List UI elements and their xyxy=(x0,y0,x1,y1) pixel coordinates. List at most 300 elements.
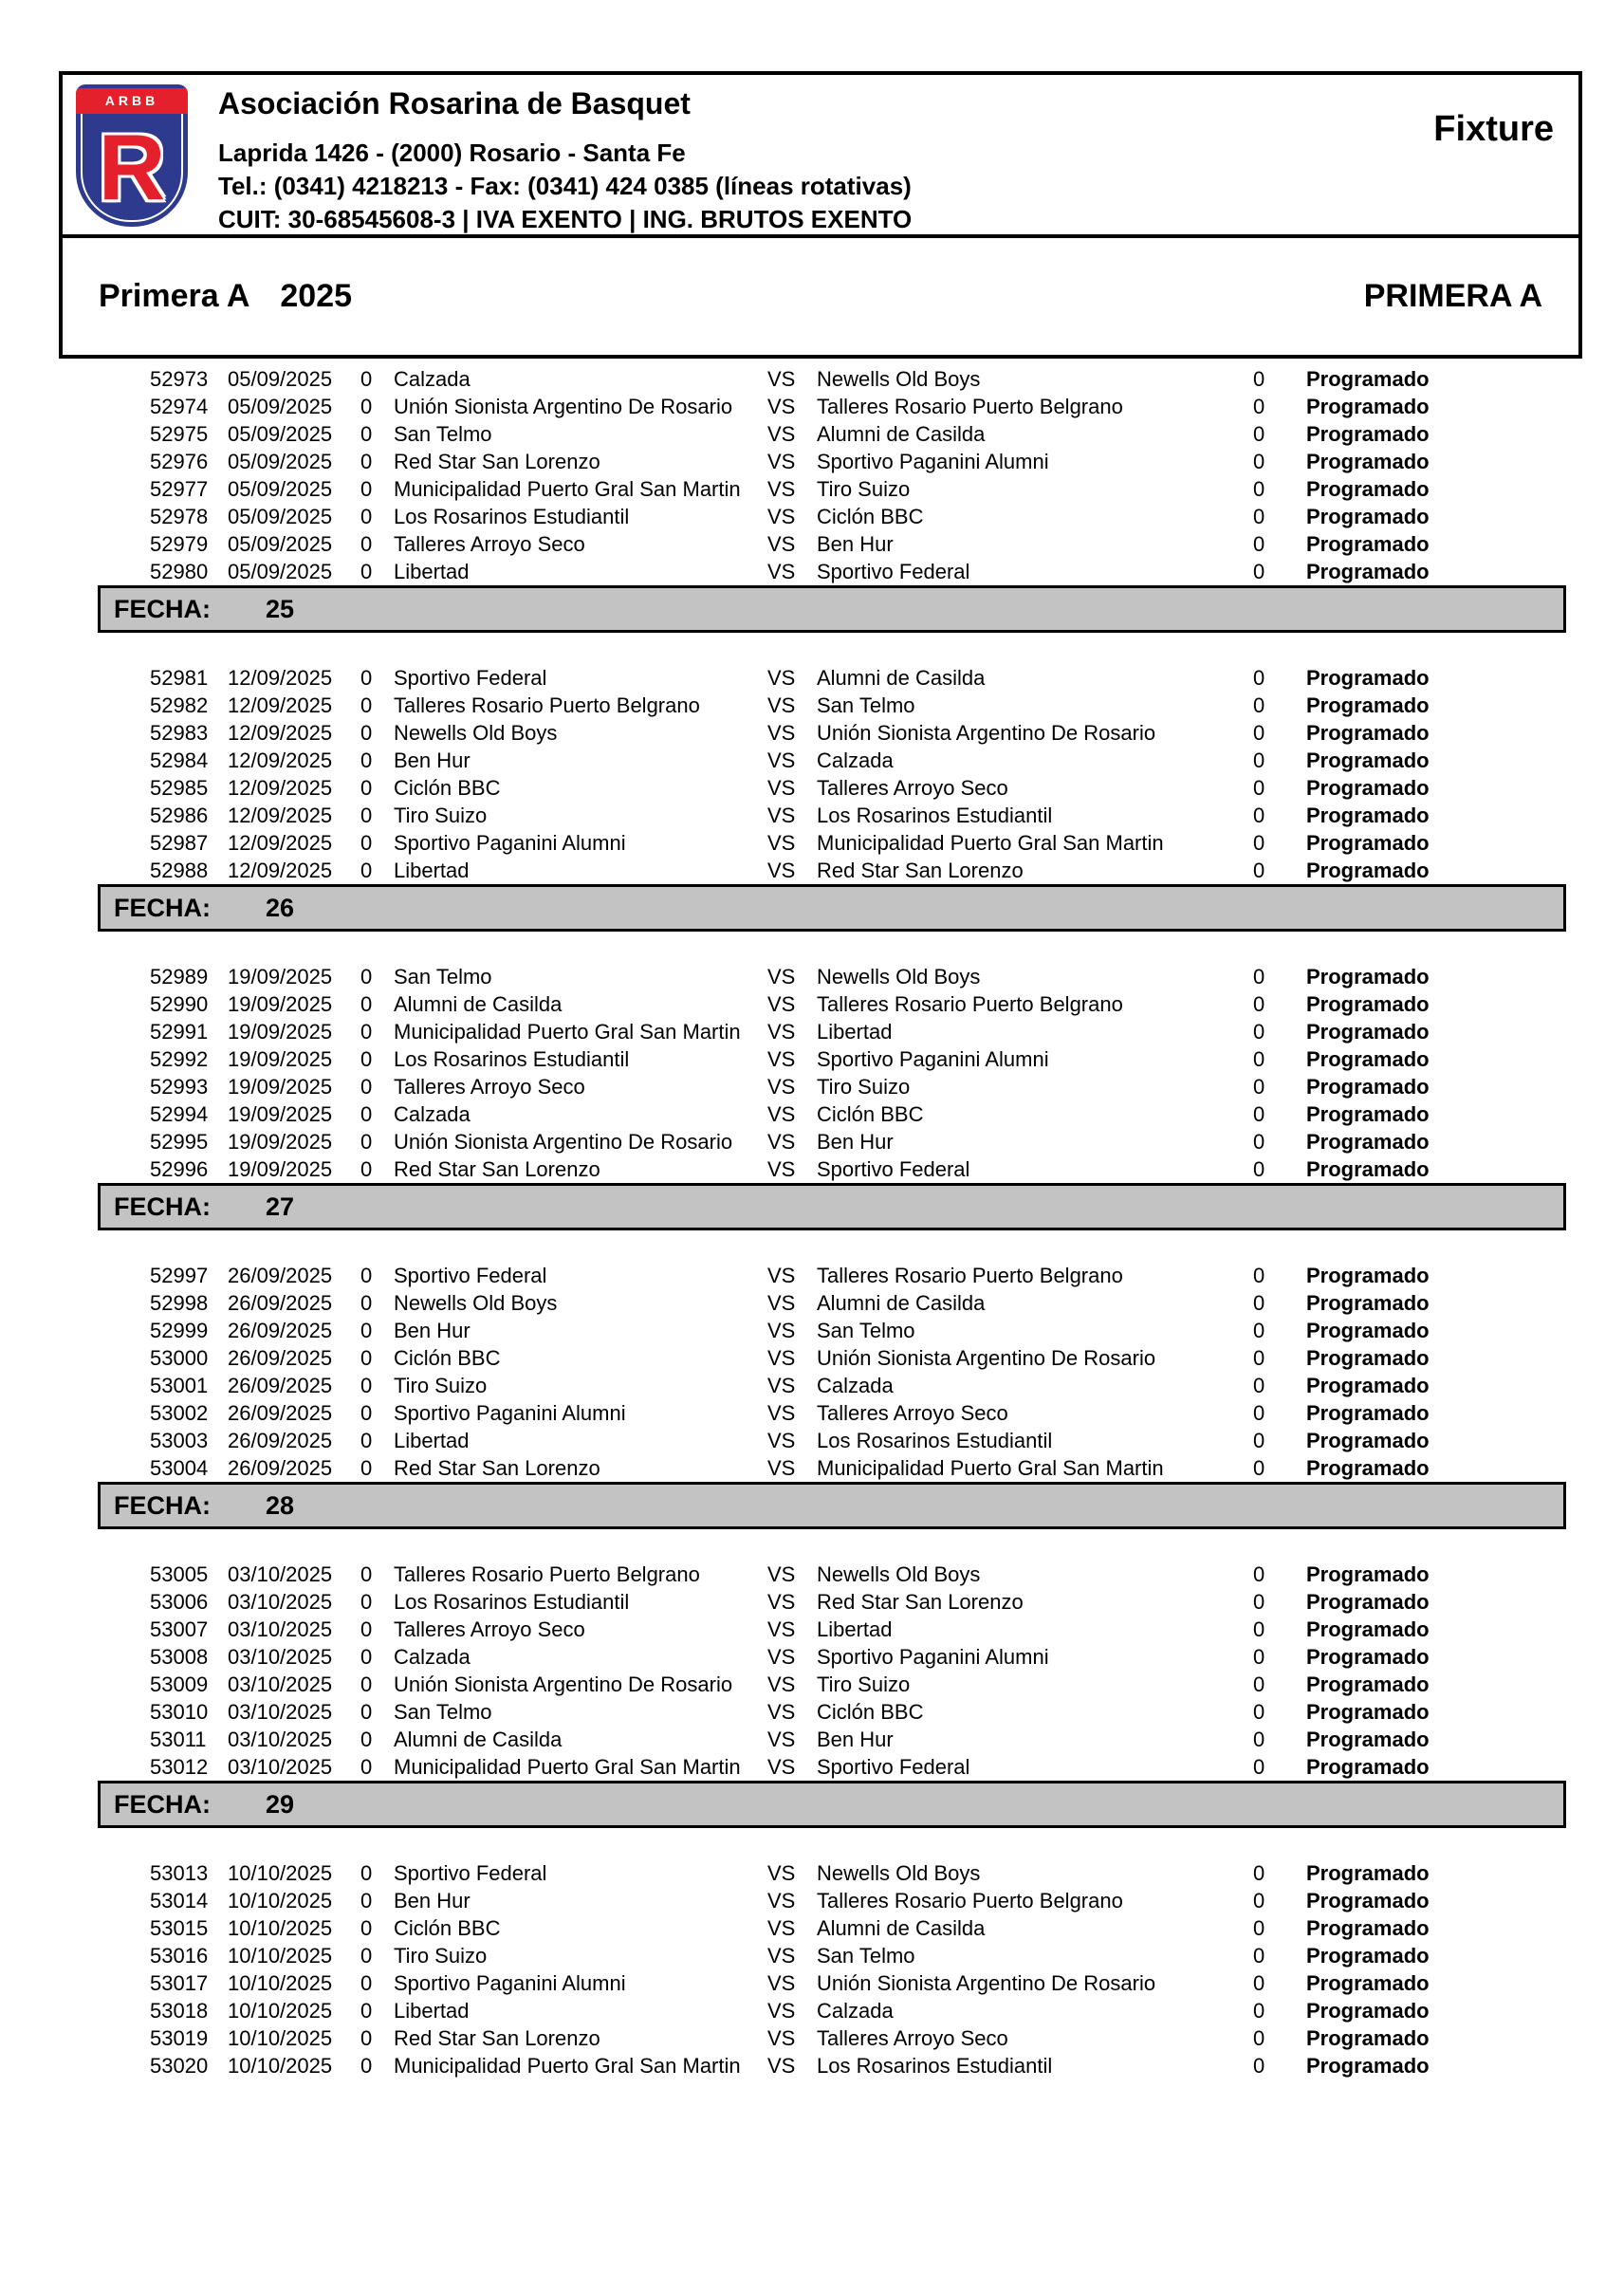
match-status: Programado xyxy=(1306,776,1430,800)
away-score: 0 xyxy=(1253,1700,1265,1724)
home-score: 0 xyxy=(360,1456,373,1480)
away-score: 0 xyxy=(1253,804,1265,827)
match-id: 53018 xyxy=(150,1999,209,2023)
away-score: 0 xyxy=(1253,1971,1265,1995)
match-row xyxy=(59,1045,1567,1073)
match-status: Programado xyxy=(1306,1944,1430,1968)
match-row xyxy=(59,857,1567,884)
match-id: 53003 xyxy=(150,1429,209,1452)
home-score: 0 xyxy=(360,1401,373,1425)
vs-label: VS xyxy=(767,721,796,745)
vs-label: VS xyxy=(767,1755,796,1779)
association-info xyxy=(218,86,912,236)
fecha-band xyxy=(98,1482,1566,1529)
match-status: Programado xyxy=(1306,666,1430,690)
match-row xyxy=(59,503,1567,530)
vs-label: VS xyxy=(767,477,796,501)
match-status: Programado xyxy=(1306,1374,1430,1397)
away-team-name: Red Star San Lorenzo xyxy=(817,1590,1024,1614)
away-team-name: Newells Old Boys xyxy=(817,1562,981,1586)
match-id: 52996 xyxy=(150,1157,209,1181)
fecha-label: FECHA: xyxy=(114,893,211,922)
match-date: 03/10/2025 xyxy=(228,1617,333,1641)
home-score: 0 xyxy=(360,1755,373,1779)
match-date: 26/09/2025 xyxy=(228,1429,333,1452)
home-team-name: Talleres Rosario Puerto Belgrano xyxy=(394,693,700,717)
away-team-name: Calzada xyxy=(817,1374,894,1397)
match-row xyxy=(59,1997,1567,2024)
fecha-number: 28 xyxy=(266,1490,295,1520)
vs-label: VS xyxy=(767,2054,796,2078)
match-row xyxy=(59,393,1567,420)
home-team-name: Libertad xyxy=(394,1999,470,2023)
vs-label: VS xyxy=(767,992,796,1016)
match-id: 52997 xyxy=(150,1264,209,1287)
home-score: 0 xyxy=(360,693,373,717)
document-header-box xyxy=(59,71,1582,359)
home-team-name: Tiro Suizo xyxy=(394,804,488,827)
fecha-rows-block xyxy=(59,664,1567,884)
away-score: 0 xyxy=(1253,859,1265,882)
away-team-name: Sportivo Paganini Alumni xyxy=(817,1645,1049,1669)
vs-label: VS xyxy=(767,965,796,989)
vs-label: VS xyxy=(767,1916,796,1940)
fecha-number: 27 xyxy=(266,1192,295,1221)
match-date: 26/09/2025 xyxy=(228,1401,333,1425)
match-status: Programado xyxy=(1306,395,1430,418)
match-date: 26/09/2025 xyxy=(228,1346,333,1370)
home-team-name: San Telmo xyxy=(394,1700,492,1724)
fecha-rows-block xyxy=(59,1262,1567,1482)
fecha-label: FECHA: xyxy=(114,1789,211,1819)
away-team-name: Ben Hur xyxy=(817,1728,894,1751)
match-row xyxy=(59,1344,1567,1372)
fecha-rows-block xyxy=(59,365,1567,585)
away-score: 0 xyxy=(1253,1889,1265,1913)
match-id: 52976 xyxy=(150,450,209,473)
home-team-name: Talleres Arroyo Seco xyxy=(394,532,585,556)
match-status: Programado xyxy=(1306,1157,1430,1181)
home-score: 0 xyxy=(360,1999,373,2023)
vs-label: VS xyxy=(767,560,796,583)
away-team-name: Newells Old Boys xyxy=(817,965,981,989)
fecha-rows-block xyxy=(59,963,1567,1183)
away-team-name: Libertad xyxy=(817,1020,893,1044)
home-score: 0 xyxy=(360,831,373,855)
vs-label: VS xyxy=(767,1291,796,1315)
match-status: Programado xyxy=(1306,1456,1430,1480)
vs-label: VS xyxy=(767,1374,796,1397)
match-id: 52991 xyxy=(150,1020,209,1044)
away-team-name: Alumni de Casilda xyxy=(817,1916,986,1940)
match-date: 05/09/2025 xyxy=(228,477,333,501)
match-date: 12/09/2025 xyxy=(228,776,333,800)
match-row xyxy=(59,1454,1567,1482)
match-status: Programado xyxy=(1306,1047,1430,1071)
away-score: 0 xyxy=(1253,2026,1265,2050)
vs-label: VS xyxy=(767,776,796,800)
home-team-name: Ben Hur xyxy=(394,1319,471,1342)
home-team-name: Alumni de Casilda xyxy=(394,992,563,1016)
fecha-label: FECHA: xyxy=(114,1490,211,1520)
match-date: 10/10/2025 xyxy=(228,1916,333,1940)
vs-label: VS xyxy=(767,1264,796,1287)
match-date: 12/09/2025 xyxy=(228,666,333,690)
match-status: Programado xyxy=(1306,505,1430,528)
away-score: 0 xyxy=(1253,1130,1265,1154)
away-team-name: Los Rosarinos Estudiantil xyxy=(817,1429,1053,1452)
match-date: 26/09/2025 xyxy=(228,1264,333,1287)
home-team-name: San Telmo xyxy=(394,965,492,989)
home-team-name: Alumni de Casilda xyxy=(394,1728,563,1751)
away-score: 0 xyxy=(1253,776,1265,800)
home-score: 0 xyxy=(360,1130,373,1154)
away-score: 0 xyxy=(1253,1645,1265,1669)
away-team-name: Red Star San Lorenzo xyxy=(817,859,1024,882)
match-date: 05/09/2025 xyxy=(228,505,333,528)
match-id: 53011 xyxy=(150,1728,207,1751)
match-row xyxy=(59,1073,1567,1100)
home-score: 0 xyxy=(360,859,373,882)
fecha-number: 29 xyxy=(266,1789,295,1819)
match-date: 19/09/2025 xyxy=(228,1130,333,1154)
match-status: Programado xyxy=(1306,2054,1430,2078)
home-team-name: Red Star San Lorenzo xyxy=(394,1157,600,1181)
match-date: 05/09/2025 xyxy=(228,367,333,391)
away-team-name: Sportivo Federal xyxy=(817,560,970,583)
away-team-name: Tiro Suizo xyxy=(817,1075,911,1099)
match-id: 52977 xyxy=(150,477,209,501)
vs-label: VS xyxy=(767,1429,796,1452)
vs-label: VS xyxy=(767,1456,796,1480)
home-score: 0 xyxy=(360,1700,373,1724)
home-team-name: Sportivo Paganini Alumni xyxy=(394,831,626,855)
home-team-name: Red Star San Lorenzo xyxy=(394,450,600,473)
match-date: 19/09/2025 xyxy=(228,965,333,989)
home-score: 0 xyxy=(360,721,373,745)
away-team-name: Alumni de Casilda xyxy=(817,1291,986,1315)
home-score: 0 xyxy=(360,1102,373,1126)
vs-label: VS xyxy=(767,1999,796,2023)
match-row xyxy=(59,558,1567,585)
vs-label: VS xyxy=(767,1728,796,1751)
away-team-name: Tiro Suizo xyxy=(817,477,911,501)
match-row xyxy=(59,365,1567,393)
match-row xyxy=(59,1372,1567,1399)
match-status: Programado xyxy=(1306,859,1430,882)
away-team-name: Sportivo Federal xyxy=(817,1157,970,1181)
away-team-name: Unión Sionista Argentino De Rosario xyxy=(817,721,1156,745)
vs-label: VS xyxy=(767,1700,796,1724)
fecha-rows-block xyxy=(59,1561,1567,1781)
match-id: 52974 xyxy=(150,395,209,418)
away-score: 0 xyxy=(1253,1944,1265,1968)
match-row xyxy=(59,1262,1567,1289)
match-id: 53002 xyxy=(150,1401,209,1425)
away-team-name: Sportivo Paganini Alumni xyxy=(817,1047,1049,1071)
match-status: Programado xyxy=(1306,2026,1430,2050)
match-date: 26/09/2025 xyxy=(228,1456,333,1480)
away-team-name: San Telmo xyxy=(817,1319,915,1342)
away-score: 0 xyxy=(1253,1617,1265,1641)
away-team-name: Newells Old Boys xyxy=(817,367,981,391)
home-score: 0 xyxy=(360,1319,373,1342)
match-id: 52984 xyxy=(150,748,209,772)
match-status: Programado xyxy=(1306,422,1430,446)
match-date: 10/10/2025 xyxy=(228,1889,333,1913)
match-status: Programado xyxy=(1306,1291,1430,1315)
match-date: 05/09/2025 xyxy=(228,532,333,556)
vs-label: VS xyxy=(767,831,796,855)
match-date: 10/10/2025 xyxy=(228,1944,333,1968)
away-team-name: Calzada xyxy=(817,1999,894,2023)
vs-label: VS xyxy=(767,1562,796,1586)
home-team-name: Municipalidad Puerto Gral San Martin xyxy=(394,2054,741,2078)
vs-label: VS xyxy=(767,748,796,772)
match-row xyxy=(59,1561,1567,1588)
match-row xyxy=(59,2024,1567,2052)
match-status: Programado xyxy=(1306,1672,1430,1696)
match-status: Programado xyxy=(1306,721,1430,745)
vs-label: VS xyxy=(767,367,796,391)
vs-label: VS xyxy=(767,1130,796,1154)
match-date: 19/09/2025 xyxy=(228,1157,333,1181)
home-score: 0 xyxy=(360,422,373,446)
home-team-name: Ciclón BBC xyxy=(394,1916,501,1940)
match-row xyxy=(59,1155,1567,1183)
away-score: 0 xyxy=(1253,505,1265,528)
away-team-name: Los Rosarinos Estudiantil xyxy=(817,804,1053,827)
match-id: 52990 xyxy=(150,992,209,1016)
match-status: Programado xyxy=(1306,477,1430,501)
match-status: Programado xyxy=(1306,748,1430,772)
home-score: 0 xyxy=(360,1346,373,1370)
vs-label: VS xyxy=(767,1590,796,1614)
match-status: Programado xyxy=(1306,1728,1430,1751)
home-score: 0 xyxy=(360,1157,373,1181)
match-row xyxy=(59,530,1567,558)
match-status: Programado xyxy=(1306,1645,1430,1669)
match-date: 03/10/2025 xyxy=(228,1700,333,1724)
home-score: 0 xyxy=(360,1971,373,1995)
match-status: Programado xyxy=(1306,992,1430,1016)
match-date: 03/10/2025 xyxy=(228,1728,333,1751)
match-status: Programado xyxy=(1306,1755,1430,1779)
match-status: Programado xyxy=(1306,1999,1430,2023)
fixture-table xyxy=(59,365,1567,2079)
away-score: 0 xyxy=(1253,1157,1265,1181)
vs-label: VS xyxy=(767,450,796,473)
away-score: 0 xyxy=(1253,1755,1265,1779)
home-score: 0 xyxy=(360,1047,373,1071)
match-status: Programado xyxy=(1306,1861,1430,1885)
match-status: Programado xyxy=(1306,1916,1430,1940)
home-team-name: Sportivo Federal xyxy=(394,666,547,690)
match-row xyxy=(59,1887,1567,1914)
away-team-name: Sportivo Federal xyxy=(817,1755,970,1779)
home-team-name: Municipalidad Puerto Gral San Martin xyxy=(394,1755,741,1779)
home-team-name: Unión Sionista Argentino De Rosario xyxy=(394,1672,733,1696)
match-row xyxy=(59,1698,1567,1726)
vs-label: VS xyxy=(767,1617,796,1641)
home-team-name: Tiro Suizo xyxy=(394,1374,488,1397)
match-id: 53012 xyxy=(150,1755,209,1779)
home-score: 0 xyxy=(360,1264,373,1287)
match-id: 52978 xyxy=(150,505,209,528)
fecha-band xyxy=(98,884,1566,932)
away-score: 0 xyxy=(1253,395,1265,418)
match-status: Programado xyxy=(1306,560,1430,583)
home-team-name: Talleres Arroyo Seco xyxy=(394,1075,585,1099)
association-address: Laprida 1426 - (2000) Rosario - Santa Fe xyxy=(218,139,686,167)
vs-label: VS xyxy=(767,2026,796,2050)
match-id: 53017 xyxy=(150,1971,209,1995)
match-id: 52988 xyxy=(150,859,209,882)
match-row xyxy=(59,1399,1567,1427)
home-team-name: Sportivo Paganini Alumni xyxy=(394,1401,626,1425)
away-score: 0 xyxy=(1253,1429,1265,1452)
home-score: 0 xyxy=(360,1590,373,1614)
vs-label: VS xyxy=(767,505,796,528)
home-score: 0 xyxy=(360,1429,373,1452)
match-status: Programado xyxy=(1306,1130,1430,1154)
match-id: 52995 xyxy=(150,1130,209,1154)
away-score: 0 xyxy=(1253,1562,1265,1586)
away-team-name: Ciclón BBC xyxy=(817,505,924,528)
vs-label: VS xyxy=(767,1346,796,1370)
match-id: 53005 xyxy=(150,1562,209,1586)
away-score: 0 xyxy=(1253,1590,1265,1614)
association-name: Asociación Rosarina de Basquet xyxy=(218,86,691,120)
home-team-name: Talleres Arroyo Seco xyxy=(394,1617,585,1641)
home-score: 0 xyxy=(360,1617,373,1641)
away-score: 0 xyxy=(1253,422,1265,446)
home-team-name: Calzada xyxy=(394,367,471,391)
logo-letter-r: R xyxy=(98,114,166,219)
vs-label: VS xyxy=(767,1020,796,1044)
match-row xyxy=(59,802,1567,829)
vs-label: VS xyxy=(767,422,796,446)
match-id: 53004 xyxy=(150,1456,209,1480)
match-date: 12/09/2025 xyxy=(228,859,333,882)
match-id: 53010 xyxy=(150,1700,209,1724)
away-team-name: Libertad xyxy=(817,1617,893,1641)
match-date: 19/09/2025 xyxy=(228,992,333,1016)
match-row xyxy=(59,1969,1567,1997)
match-date: 05/09/2025 xyxy=(228,560,333,583)
match-status: Programado xyxy=(1306,1319,1430,1342)
match-status: Programado xyxy=(1306,1971,1430,1995)
match-id: 53006 xyxy=(150,1590,209,1614)
home-team-name: Sportivo Federal xyxy=(394,1861,547,1885)
match-row xyxy=(59,774,1567,802)
home-score: 0 xyxy=(360,1075,373,1099)
away-score: 0 xyxy=(1253,831,1265,855)
away-team-name: San Telmo xyxy=(817,693,915,717)
away-team-name: Talleres Arroyo Seco xyxy=(817,1401,1008,1425)
vs-label: VS xyxy=(767,1319,796,1342)
away-score: 0 xyxy=(1253,1346,1265,1370)
match-row xyxy=(59,963,1567,990)
vs-label: VS xyxy=(767,859,796,882)
vs-label: VS xyxy=(767,1075,796,1099)
away-score: 0 xyxy=(1253,1916,1265,1940)
fecha-band xyxy=(98,1781,1566,1828)
match-status: Programado xyxy=(1306,1429,1430,1452)
away-score: 0 xyxy=(1253,666,1265,690)
home-score: 0 xyxy=(360,395,373,418)
match-date: 12/09/2025 xyxy=(228,831,333,855)
away-team-name: Talleres Rosario Puerto Belgrano xyxy=(817,992,1123,1016)
home-score: 0 xyxy=(360,1861,373,1885)
match-status: Programado xyxy=(1306,367,1430,391)
vs-label: VS xyxy=(767,666,796,690)
match-row xyxy=(59,420,1567,448)
vs-label: VS xyxy=(767,1672,796,1696)
match-date: 03/10/2025 xyxy=(228,1672,333,1696)
match-status: Programado xyxy=(1306,1700,1430,1724)
match-status: Programado xyxy=(1306,1401,1430,1425)
home-score: 0 xyxy=(360,1291,373,1315)
fecha-band xyxy=(98,1183,1566,1230)
home-team-name: Sportivo Federal xyxy=(394,1264,547,1287)
home-team-name: Newells Old Boys xyxy=(394,1291,558,1315)
away-score: 0 xyxy=(1253,1047,1265,1071)
match-row xyxy=(59,1859,1567,1887)
match-status: Programado xyxy=(1306,1590,1430,1614)
vs-label: VS xyxy=(767,804,796,827)
match-status: Programado xyxy=(1306,1617,1430,1641)
match-id: 52973 xyxy=(150,367,209,391)
competition-year: 2025 xyxy=(280,278,353,314)
away-score: 0 xyxy=(1253,1999,1265,2023)
division-label: PRIMERA A xyxy=(1363,278,1542,314)
match-row xyxy=(59,1128,1567,1155)
match-date: 26/09/2025 xyxy=(228,1374,333,1397)
away-team-name: Unión Sionista Argentino De Rosario xyxy=(817,1971,1156,1995)
match-row xyxy=(59,448,1567,475)
home-team-name: Red Star San Lorenzo xyxy=(394,2026,600,2050)
away-score: 0 xyxy=(1253,1075,1265,1099)
vs-label: VS xyxy=(767,532,796,556)
match-id: 53016 xyxy=(150,1944,209,1968)
match-date: 19/09/2025 xyxy=(228,1102,333,1126)
fecha-band xyxy=(98,585,1566,633)
home-score: 0 xyxy=(360,1374,373,1397)
away-score: 0 xyxy=(1253,1291,1265,1315)
away-score: 0 xyxy=(1253,1264,1265,1287)
away-score: 0 xyxy=(1253,1861,1265,1885)
vs-label: VS xyxy=(767,1047,796,1071)
match-id: 53015 xyxy=(150,1916,209,1940)
match-id: 52981 xyxy=(150,666,209,690)
match-row xyxy=(59,1616,1567,1643)
home-team-name: San Telmo xyxy=(394,422,492,446)
match-date: 26/09/2025 xyxy=(228,1291,333,1315)
home-score: 0 xyxy=(360,1645,373,1669)
away-score: 0 xyxy=(1253,2054,1265,2078)
fecha-label: FECHA: xyxy=(114,594,211,623)
logo-band-text: ARBB xyxy=(76,88,188,114)
away-score: 0 xyxy=(1253,477,1265,501)
match-row xyxy=(59,1317,1567,1344)
away-score: 0 xyxy=(1253,748,1265,772)
away-score: 0 xyxy=(1253,721,1265,745)
match-status: Programado xyxy=(1306,450,1430,473)
away-team-name: Calzada xyxy=(817,748,894,772)
away-team-name: Talleres Rosario Puerto Belgrano xyxy=(817,1264,1123,1287)
match-row xyxy=(59,1914,1567,1942)
